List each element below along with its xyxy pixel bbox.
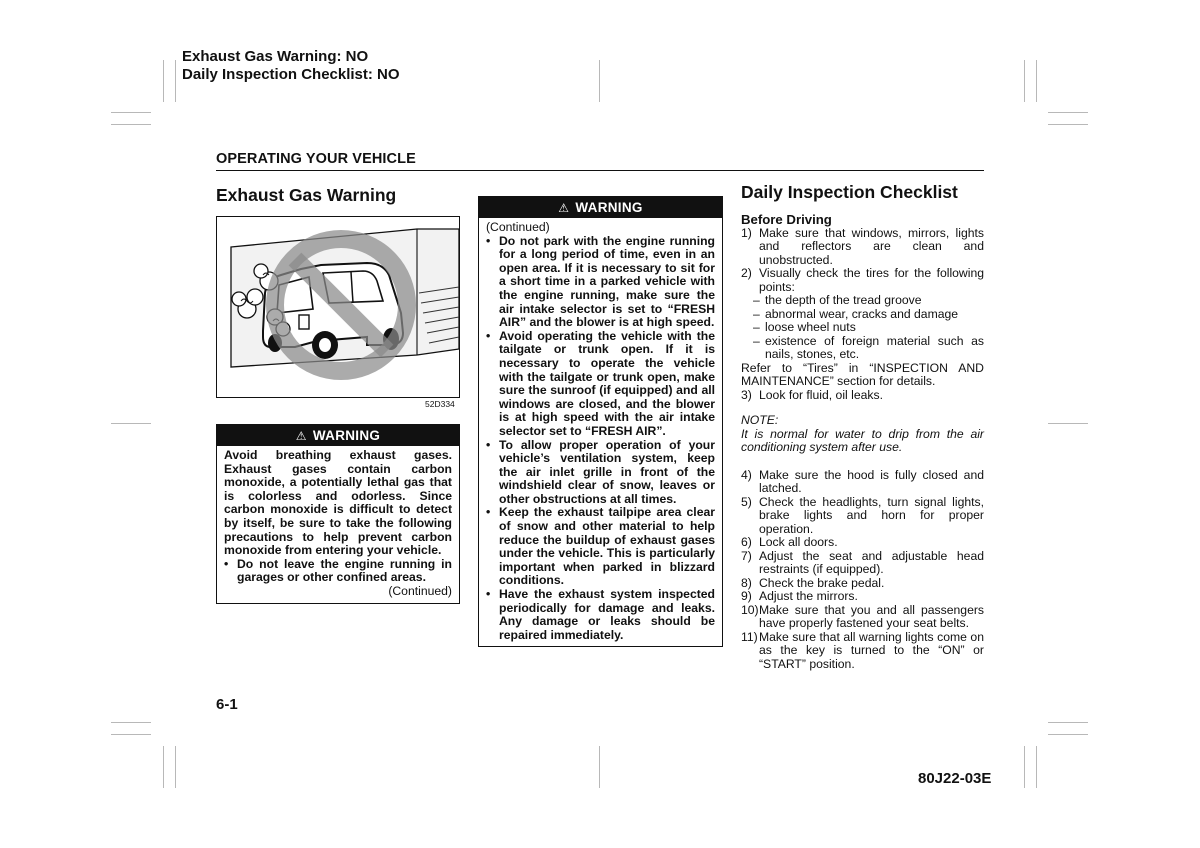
note-text: It is normal for water to drip from the air conditioning system after use. — [741, 426, 984, 454]
inspection-column — [741, 182, 984, 671]
warning-bullet-text: Do not park with the engine running for a long period of time, even in an open area. If it is necessary to sit for a short time in a parked vehicle with the engine running, make sure the air intake selector is set to “FRESH AIR” and the blower is at high speed. — [499, 233, 715, 330]
warning-bullet-text: Do not leave the engine running in garages or other confined areas. — [237, 556, 452, 585]
warning-label: WARNING — [575, 200, 643, 215]
dash-icon: – — [753, 293, 760, 307]
item-number: 1) — [741, 225, 752, 240]
meta-header — [182, 48, 400, 84]
warning-header — [217, 425, 459, 446]
item-number: 6) — [741, 535, 752, 549]
item-number: 5) — [741, 494, 752, 509]
item-text: Lock all doors. — [759, 535, 838, 549]
checklist-item — [741, 577, 984, 591]
crop-mark — [1036, 60, 1037, 102]
item-number: 9) — [741, 589, 752, 603]
daily-inspection-title: Daily Inspection Checklist — [741, 182, 958, 202]
warning-label: WARNING — [312, 428, 381, 443]
crop-mark — [1048, 734, 1088, 735]
before-driving-subtitle: Before Driving — [741, 211, 832, 227]
tire-check-point — [741, 294, 984, 308]
point-text: loose wheel nuts — [765, 320, 856, 334]
warning-bullet — [486, 439, 715, 507]
warning-bullet — [224, 558, 452, 585]
crop-mark — [1048, 124, 1088, 125]
crop-mark — [1024, 60, 1025, 102]
crop-mark — [1048, 423, 1088, 424]
bullet-icon: • — [486, 587, 491, 602]
page-number: 6-1 — [216, 696, 238, 713]
warning-body — [217, 446, 459, 603]
checklist-item — [741, 496, 984, 537]
warning-bullet — [486, 235, 715, 330]
warning-triangle-icon: ⚠ — [558, 201, 570, 215]
item-text: Look for fluid, oil leaks. — [759, 387, 883, 402]
item-number: 2) — [741, 266, 752, 280]
point-text: existence of foreign material such as nails, stones, etc. — [765, 333, 984, 361]
item-text: Check the brake pedal. — [759, 575, 885, 590]
refer-text: Refer to “Tires” in “INSPECTION AND MAINTENANCE” section for details. — [741, 360, 984, 388]
continued-label: (Continued) — [388, 583, 452, 598]
crop-mark — [175, 60, 176, 102]
warning-bullet — [486, 588, 715, 642]
item-text: Make sure that all warning lights come on as the key is turned to the “ON” or “START” position. — [759, 629, 984, 671]
point-text: the depth of the tread groove — [765, 293, 922, 307]
warning-intro: Avoid breathing exhaust gases. Exhaust gases contain carbon monoxide, a potentially lethal gas that is colorless and odorless. Since carbon monoxide is difficult to detect by itself, be sure to take the following precautions to help prevent carbon monoxide from entering your vehicle. — [224, 448, 452, 558]
tire-check-point — [741, 335, 984, 362]
checklist-item — [741, 227, 984, 268]
tire-check-point — [741, 321, 984, 335]
document-code: 80J22-03E — [918, 770, 992, 787]
crop-mark — [111, 734, 151, 735]
bullet-icon: • — [486, 233, 491, 248]
warning-header — [479, 197, 722, 218]
item-text: Adjust the seat and adjustable head restraints (if equipped). — [759, 548, 984, 576]
warning-bullet-text: Keep the exhaust tailpipe area clear of snow and other material to help reduce the buildup of exhaust gases under the vehicle. This is particularly important when parked in blizzard conditions. — [499, 505, 715, 588]
item-number: 4) — [741, 467, 752, 482]
continued-label: (Continued) — [486, 220, 550, 234]
warning-bullet-text: Have the exhaust system inspected periodically for damage and leaks. Any damage or leaks should be repaired immediately. — [499, 587, 715, 642]
bullet-icon: • — [486, 328, 491, 343]
crop-mark — [599, 60, 600, 102]
note-label: NOTE: — [741, 413, 779, 427]
item-text: Make sure that windows, mirrors, lights and reflectors are clean and unobstructed. — [759, 225, 984, 267]
crop-mark — [163, 746, 164, 788]
exhaust-illustration — [216, 216, 460, 398]
crop-mark — [599, 746, 600, 788]
crop-mark — [111, 423, 151, 424]
warning-body — [479, 218, 722, 646]
section-rule — [216, 170, 984, 171]
checklist-item — [741, 631, 984, 672]
bullet-icon: • — [486, 437, 491, 452]
crop-mark — [175, 746, 176, 788]
bullet-icon: • — [224, 556, 229, 571]
item-number: 3) — [741, 387, 752, 402]
checklist-item — [741, 604, 984, 631]
figure-code: 52D334 — [425, 399, 455, 409]
crop-mark — [1024, 746, 1025, 788]
crop-mark — [111, 124, 151, 125]
item-number: 10) — [741, 602, 759, 617]
crop-mark — [111, 112, 151, 113]
bullet-icon: • — [486, 505, 491, 520]
checklist-item — [741, 389, 984, 403]
tire-check-point — [741, 308, 984, 322]
checklist-item — [741, 536, 984, 550]
item-number: 11) — [741, 629, 758, 644]
checklist-item — [741, 550, 984, 577]
crop-mark — [1036, 746, 1037, 788]
dash-icon: – — [753, 306, 760, 321]
warning-box-exhaust — [216, 424, 460, 604]
point-text: abnormal wear, cracks and damage — [765, 306, 959, 321]
item-number: 7) — [741, 548, 752, 563]
checklist-item — [741, 267, 984, 294]
warning-triangle-icon: ⚠ — [295, 429, 307, 443]
warning-bullet-text: Avoid operating the vehicle with the tailgate or trunk open. If it is necessary to operate the vehicle with the tailgate or trunk open, make sure the sunroof (if equipped) and all windows are closed, and the blower is at high speed with the air intake selector set to “FRESH AIR”. — [499, 328, 715, 438]
checklist-item — [741, 469, 984, 496]
crop-mark — [1048, 722, 1088, 723]
crop-mark — [111, 722, 151, 723]
warning-bullet — [486, 506, 715, 588]
warning-box-continued — [478, 196, 723, 647]
crop-mark — [1048, 112, 1088, 113]
dash-icon: – — [753, 333, 760, 348]
item-text: Make sure the hood is fully closed and latched. — [759, 467, 984, 495]
item-text: Adjust the mirrors. — [759, 589, 858, 603]
crop-mark — [163, 60, 164, 102]
item-text: Make sure that you and all passengers have properly fastened your seat belts. — [759, 602, 984, 630]
item-number: 8) — [741, 575, 752, 590]
meta-line-1: Exhaust Gas Warning: NO — [182, 48, 369, 65]
item-text: Check the headlights, turn signal lights, brake lights and horn for proper operation. — [759, 494, 984, 536]
dash-icon: – — [753, 320, 760, 334]
checklist-item — [741, 590, 984, 604]
warning-bullet — [486, 330, 715, 439]
item-text: Visually check the tires for the following points: — [759, 266, 984, 294]
warning-bullet-text: To allow proper operation of your vehicle’s ventilation system, keep the air inlet grille in front of the windshield clear of snow, leaves or other obstructions at all times. — [499, 437, 715, 506]
meta-line-2: Daily Inspection Checklist: NO — [182, 66, 400, 83]
section-header: OPERATING YOUR VEHICLE — [216, 151, 416, 167]
no-exhaust-in-garage-illustration — [217, 217, 459, 397]
exhaust-gas-warning-title: Exhaust Gas Warning — [216, 185, 397, 205]
